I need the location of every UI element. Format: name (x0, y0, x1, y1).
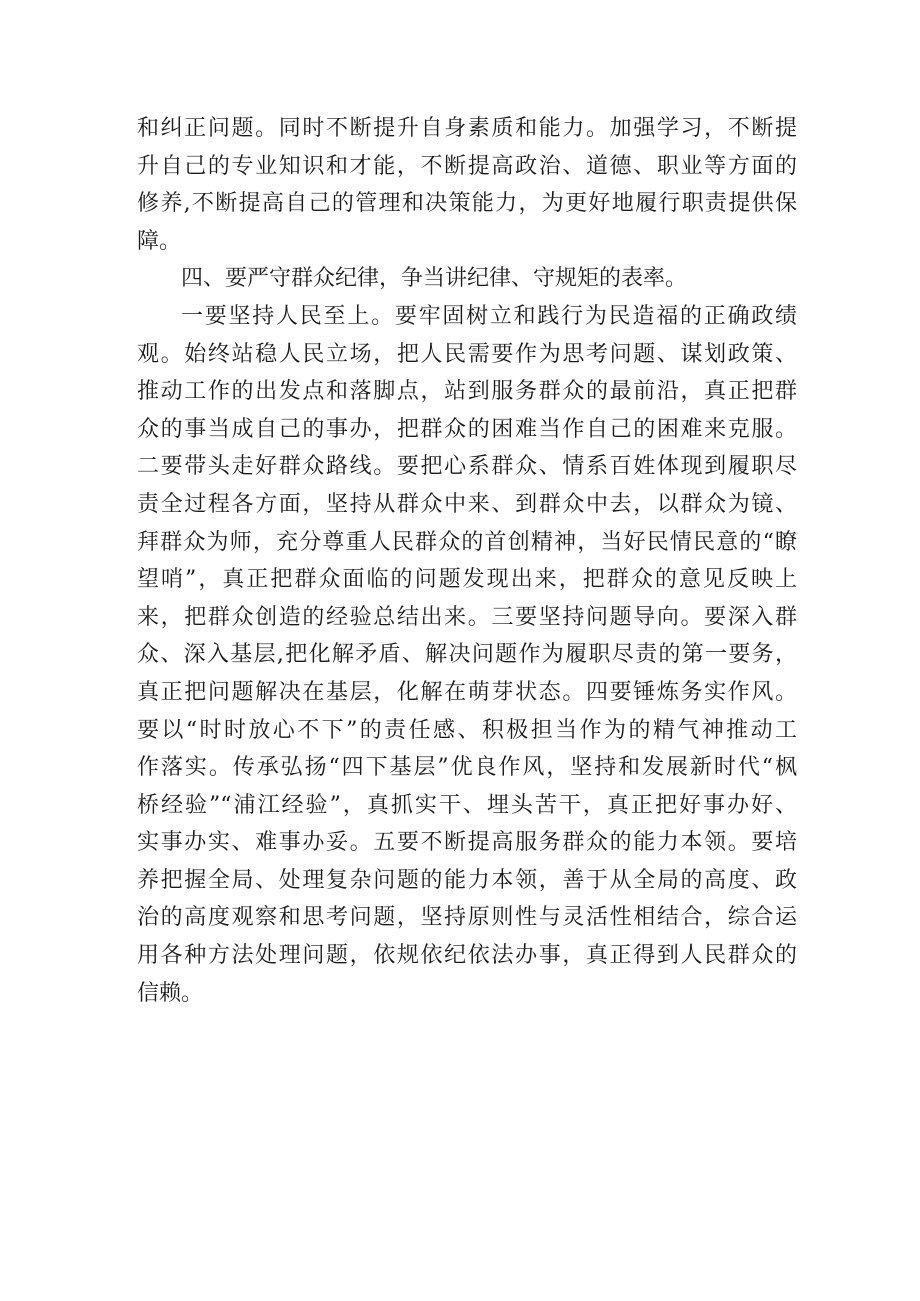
text-line: 桥经验”“浦江经验”，真抓实干、埋头苦干，真正把好事办好、 (137, 792, 797, 818)
text-line: 观。始终站稳人民立场，把人民需要作为思考问题、谋划政策、 (137, 341, 797, 367)
text-line: 众的事当成自己的事办，把群众的困难当作自己的困难来克服。 (137, 416, 797, 442)
text-line: 信赖。 (137, 980, 204, 1006)
text-line: 和纠正问题。同时不断提升自身素质和能力。加强学习，不断提 (137, 116, 797, 141)
text-line: 修养,不断提高自己的管理和决策能力，为更好地履行职责提供保 (137, 191, 797, 217)
text-line: 用各种方法处理问题，依规依纪依法办事，真正得到人民群众的 (137, 943, 797, 969)
text-line: 实事办实、难事办妥。五要不断提高服务群众的能力本领。要培 (137, 830, 797, 856)
text-line: 障。 (137, 228, 182, 254)
text-line: 养把握全局、处理复杂问题的能力本领，善于从全局的高度、政 (137, 867, 797, 893)
text-line: 众、深入基层,把化解矛盾、解决问题作为履职尽责的第一要务， (137, 642, 797, 668)
section-heading: 四、要严守群众纪律，争当讲纪律、守规矩的表率。 (181, 266, 688, 292)
text-line: 真正把问题解决在基层，化解在萌芽状态。四要锤炼务实作风。 (137, 679, 797, 705)
text-line: 要以“时时放心不下”的责任感、积极担当作为的精气神推动工 (137, 717, 797, 743)
text-line: 责全过程各方面，坚持从群众中来、到群众中去，以群众为镜、 (137, 491, 797, 517)
text-line: 望哨”，真正把群众面临的问题发现出来，把群众的意见反映上 (137, 567, 797, 593)
text-line: 一要坚持人民至上。要牢固树立和践行为民造福的正确政绩 (181, 303, 797, 329)
text-line: 二要带头走好群众路线。要把心系群众、情系百姓体现到履职尽 (137, 454, 797, 480)
text-line: 推动工作的出发点和落脚点，站到服务群众的最前沿，真正把群 (137, 379, 797, 405)
text-line: 升自己的专业知识和才能，不断提高政治、道德、职业等方面的 (137, 153, 797, 179)
text-line: 作落实。传承弘扬“四下基层”优良作风，坚持和发展新时代“枫 (137, 755, 797, 781)
body-text (137, 110, 797, 1012)
text-line: 来，把群众创造的经验总结出来。三要坚持问题导向。要深入群 (137, 604, 797, 630)
text-line: 治的高度观察和思考问题，坚持原则性与灵活性相结合，综合运 (137, 905, 797, 931)
text-line: 拜群众为师，充分尊重人民群众的首创精神，当好民情民意的“瞭 (137, 529, 797, 555)
